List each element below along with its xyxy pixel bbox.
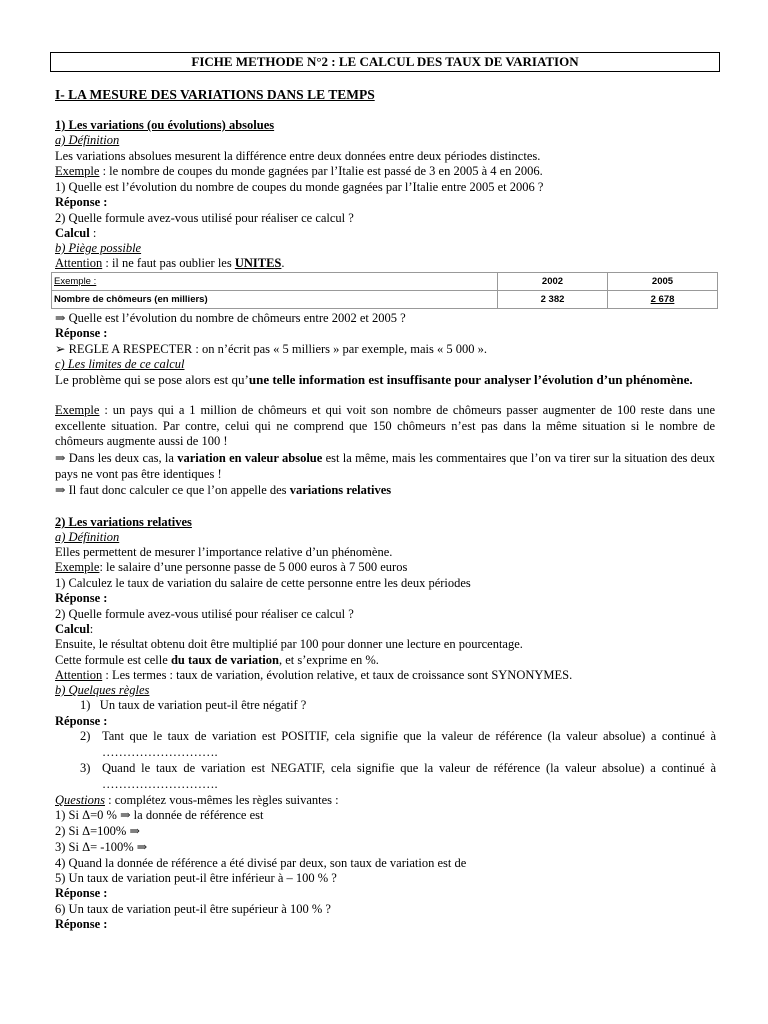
conclusion-pre: ⇒ Il faut donc calculer ce que l’on appelle des	[55, 483, 290, 497]
rule-3-text: Quand le taux de variation est NEGATIF, cela signifie que la valeur de référence (la valeur absolue) a continué à ……………………….	[102, 761, 716, 791]
table-cell: Exemple :	[52, 273, 498, 291]
example-label: Exemple	[55, 560, 100, 574]
conclusion-post: est la même, mais les commentaires que l’on va tirer sur la situation des deux pays ne vont pas être identiques !	[55, 451, 715, 481]
table-header-row	[52, 273, 718, 291]
formula-line	[55, 653, 379, 669]
limits-pre: Le problème qui se pose alors est qu’	[55, 372, 249, 387]
example-text: : le salaire d’une personne passe de 5 000 euros à 7 500 euros	[99, 560, 408, 574]
attention-label: Attention	[55, 668, 103, 682]
calcul-line	[55, 226, 96, 242]
calcul-colon: :	[89, 622, 94, 636]
table-cell: Nombre de chômeurs (en milliers)	[52, 291, 498, 309]
example-line	[55, 560, 407, 576]
subsection-heading: 1) Les variations (ou évolutions) absolues	[55, 118, 275, 132]
attention-text: : Les termes : taux de variation, évolution relative, et taux de croissance sont SYNONYMES.	[102, 668, 573, 682]
question-2: 2) Quelle formule avez-vous utilisé pour réaliser ce calcul ?	[55, 211, 354, 225]
rule-1: 1) Un taux de variation peut-il être négatif ?	[80, 698, 307, 712]
questions-label: Questions	[55, 793, 105, 807]
limits-label: c) Les limites de ce calcul	[55, 357, 185, 371]
unites-word: UNITES	[234, 256, 282, 270]
answer-label: Réponse :	[55, 326, 108, 340]
period: .	[281, 256, 285, 270]
page-title: FICHE METHODE N°2 : LE CALCUL DES TAUX DE VARIATION	[50, 52, 720, 72]
table-cell: 2 678	[608, 291, 718, 309]
rule-question-2: 2) Si Δ=100% ⇒	[55, 824, 140, 838]
calcul-label: Calcul	[55, 226, 90, 240]
answer-label: Réponse :	[55, 886, 108, 900]
example-table	[51, 272, 718, 309]
limits-bold: une telle information est insuffisante pour analyser l’évolution d’un phénomène.	[248, 372, 693, 387]
rule-question-3: 3) Si Δ= -100% ⇒	[55, 840, 148, 854]
definition-text: Les variations absolues mesurent la différence entre deux données entre deux périodes distinctes.	[55, 149, 541, 163]
attention-line	[55, 256, 285, 272]
rule-question-1: 1) Si Δ=0 % ⇒ la donnée de référence est	[55, 808, 264, 822]
ensuite-text: Ensuite, le résultat obtenu doit être multiplié par 100 pour donner une lecture en pourcentage.	[55, 637, 523, 651]
conclusion-bold: variations relatives	[289, 483, 392, 497]
rule-question-6: 6) Un taux de variation peut-il être supérieur à 100 % ?	[55, 902, 331, 916]
conclusion-2	[55, 483, 391, 499]
questions-text: : complétez vous-mêmes les règles suivantes :	[105, 793, 339, 807]
attention-text: : il ne faut pas oublier les	[102, 256, 235, 270]
example-2	[55, 403, 715, 450]
piege-label: b) Piège possible	[55, 241, 142, 255]
rule-question-4: 4) Quand la donnée de référence a été divisé par deux, son taux de variation est de	[55, 856, 467, 870]
answer-label: Réponse :	[55, 714, 108, 728]
subsection-heading: 2) Les variations relatives	[55, 515, 192, 529]
rule-question-5: 5) Un taux de variation peut-il être inférieur à – 100 % ?	[55, 871, 337, 885]
calcul-line	[55, 622, 93, 638]
definition-label: a) Définition	[55, 530, 120, 544]
definition-text: Elles permettent de mesurer l’importance relative d’un phénomène.	[55, 545, 393, 559]
calcul-label: Calcul	[55, 622, 90, 636]
formula-pre: Cette formule est celle	[55, 653, 171, 667]
calcul-colon: :	[89, 226, 97, 240]
questions-line	[55, 793, 339, 809]
example-label: Exemple	[55, 164, 100, 178]
question-3: ⇒ Quelle est l’évolution du nombre de chômeurs entre 2002 et 2005 ?	[55, 311, 406, 325]
example-label: Exemple	[55, 403, 100, 417]
formula-bold: du taux de variation	[170, 653, 279, 667]
conclusion-1	[55, 451, 715, 482]
limits-text	[55, 372, 715, 388]
rule-line: ➢ REGLE A RESPECTER : on n’écrit pas « 5 milliers » par exemple, mais « 5 000 ».	[55, 342, 487, 356]
rule-3-number: 3)	[80, 761, 91, 775]
attention-line	[55, 668, 572, 684]
table-cell: 2 382	[498, 291, 608, 309]
answer-label: Réponse :	[55, 917, 108, 931]
question-2: 2) Quelle formule avez-vous utilisé pour réaliser ce calcul ?	[55, 607, 354, 621]
rules-label: b) Quelques règles	[55, 683, 150, 697]
example-line	[55, 164, 543, 180]
question-1: 1) Calculez le taux de variation du salaire de cette personne entre les deux périodes	[55, 576, 471, 590]
question-1: 1) Quelle est l’évolution du nombre de coupes du monde gagnées par l’Italie entre 2005 et 2006 ?	[55, 180, 544, 194]
rule-2-text: Tant que le taux de variation est POSITIF, cela signifie que la valeur de référence (la valeur absolue) a continué à ……………………….	[102, 729, 716, 759]
table-row	[52, 291, 718, 309]
attention-label: Attention	[55, 256, 103, 270]
table-cell: 2005	[608, 273, 718, 291]
definition-label: a) Définition	[55, 133, 120, 147]
example-text: : un pays qui a 1 million de chômeurs et qui voit son nombre de chômeurs passer augmenter de 100 reste dans une excellente situation. Par contre, celui qui ne comprend que 150 chômeurs n’est pas dans la même situation si le nombre de chômeurs augmente aussi de 100 !	[55, 403, 715, 449]
example-text: : le nombre de coupes du monde gagnées par l’Italie est passé de 3 en 2005 à 4 en 2006.	[99, 164, 543, 178]
conclusion-bold: variation en valeur absolue	[177, 451, 323, 465]
formula-post: , et s’exprime en %.	[278, 653, 379, 667]
rule-2-number: 2)	[80, 729, 91, 743]
answer-label: Réponse :	[55, 195, 108, 209]
conclusion-pre: ⇒ Dans les deux cas, la	[55, 451, 178, 465]
answer-label: Réponse :	[55, 591, 108, 605]
table-cell: 2002	[498, 273, 608, 291]
section-heading: I- LA MESURE DES VARIATIONS DANS LE TEMPS	[55, 87, 375, 102]
